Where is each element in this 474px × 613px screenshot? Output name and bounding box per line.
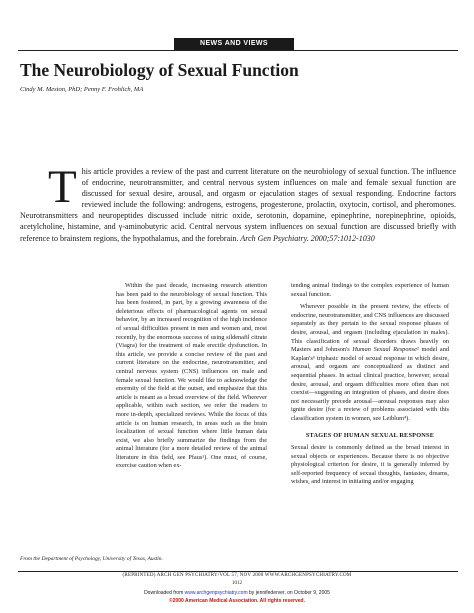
abstract-citation: Arch Gen Psychiatry. 2000;57:1012-1030 <box>240 233 375 243</box>
book-title: Human Sexual Response <box>352 346 417 354</box>
abstract <box>20 161 456 244</box>
footer-rule <box>18 571 458 572</box>
affiliation-note: From the Department of Psychology, University of Texas, Austin. <box>20 556 163 562</box>
body-paragraph: Within the past decade, increasing research attention has been paid to the neurobiology of sexual function. This has been fostered, in part, by a growing awareness of the deleterious effects of pharmacological agents on sexual behavior, by an increased recognition of the high incidence of sexual difficulties present in men and women and, most recently, by the enormous success of using sildenafil citrate (Viagra) for the treatment of male erectile dysfunction. In this article, we provide a concise review of the past and current literature on the endocrine, neurotransmitter, and central nervous system (CNS) influences on male and female sexual function. We would like to acknowledge the enormity of the field at the outset, and emphasize that this article is meant as a broad overview of the field. Wherever applicable, within each section, we refer the readers to more in-depth, specialized reviews. While the focus of this article is on human research, in areas such as the brain localization of sexual function where little human data exist, we also briefly summarize the findings from the animal literature (for a more detailed review of the animal literature in this field, see Pfaus¹). One must, of course, exercise caution when ex- <box>116 282 267 470</box>
download-notice <box>0 590 474 596</box>
body-column-left <box>116 282 267 471</box>
section-tag: NEWS AND VIEWS <box>174 38 294 50</box>
body-paragraph: tending animal findings to the complex experience of human sexual function. <box>291 282 449 298</box>
body-column-right <box>291 282 449 487</box>
header-rule <box>18 50 458 51</box>
article-title: The Neurobiology of Sexual Function <box>20 60 299 80</box>
abstract-text: his article provides a review of the past and current literature on the neurobiology of sexual function. The influence of endocrine, neurotransmitter, and central nervous system influences on male and female sexual function are discussed for sexual desire, arousal, and orgasm or ejaculation stages of sexual responding. Endocrine factors reviewed include the following: androgens, estrogens, progesterone, prolactin, oxytocin, cortisol, and pheromones. Neurotransmitters and neuropeptides discussed include nitric oxide, serotonin, dopamine, epinephrine, norepinephrine, opioids, acetylcholine, histamine, and γ-aminobutyric acid. Central nervous system influences on sexual function are discussed briefly with reference to brainstem regions, the hypothalamus, and the forebrain. <box>20 167 456 243</box>
download-prefix: Downloaded from <box>144 590 185 596</box>
body-text: Wherever possible in the present review, the effects of endocrine, neurotransmitter, and CNS influences are discussed separately as they pertain to the sexual response phases of desire, arousal, and orgasm (including ejaculation in males). This classification of sexual disorders draws heavily on Masters and Johnson's <box>291 303 449 354</box>
drop-cap: T <box>48 161 77 213</box>
body-paragraph: Sexual desire is commonly defined as the broad interest in sexual objects or experiences. Because there is no objective physiological criterion for desire, it is generally inferred by self-reported frequency of sexual thoughts, fantasies, dreams, wishes, and interest in initiating and/or engaging <box>291 444 449 486</box>
download-suffix: by jennifederver, on October 9, 2005 <box>247 590 330 596</box>
download-link[interactable]: www.archgenpsychiatry.com <box>184 590 248 596</box>
page-number: 1012 <box>232 581 242 586</box>
copyright-notice: ©2000 American Medical Association. All rights reserved. <box>169 598 305 604</box>
body-text: ² model and Kaplan's³ triphasic model of sexual response in which desire, arousal, and orgasm are conceptualized as distinct and sequential phases. In actual clinical practice, however, sexual desire, arousal, and orgasm difficulties more often than not coexist—suggesting an integration of phases, and desire does not necessarily precede arousal—arousal responses may also ignite desire (for a review of problems associated with this classification system in women, see Leiblum⁴). <box>291 346 449 422</box>
section-heading: STAGES OF HUMAN SEXUAL RESPONSE <box>305 431 435 439</box>
author-line: Cindy M. Meston, PhD; Penny F. Frohlich, MA <box>20 86 144 93</box>
body-paragraph <box>291 303 449 423</box>
running-footer: (REPRINTED) ARCH GEN PSYCHIATRY/VOL 57, NOV 2000 WWW.ARCHGENPSYCHIATRY.COM <box>122 573 352 578</box>
